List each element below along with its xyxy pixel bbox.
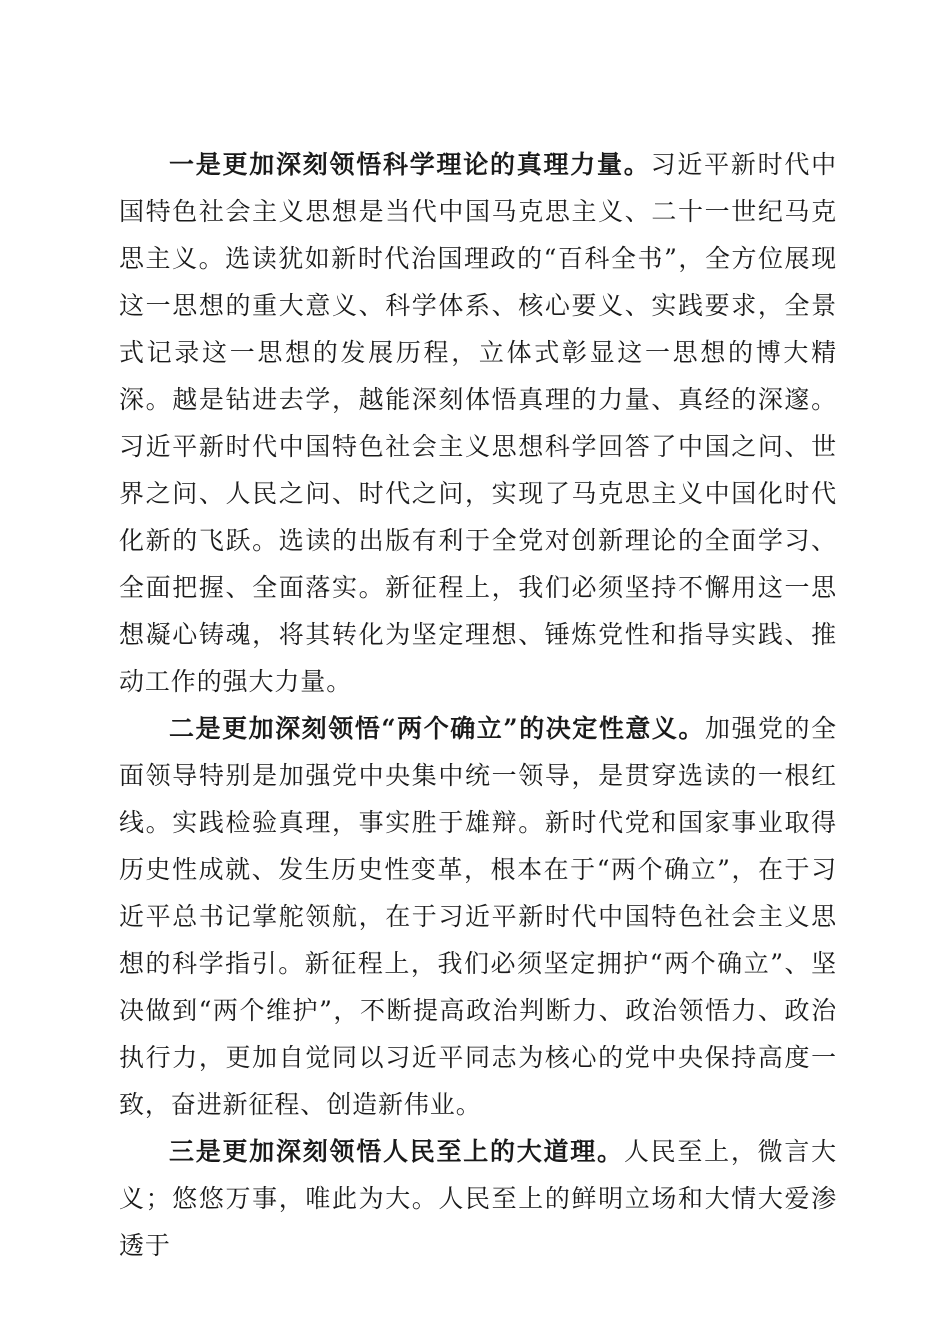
paragraph-2-heading: 二是更加深刻领悟“两个确立”的决定性意义。	[169, 714, 705, 743]
document-body	[119, 141, 837, 1269]
paragraph-1-text: 习近平新时代中国特色社会主义思想是当代中国马克思主义、二十一世纪马克思主义。选读犹如新时代治国理政的“百科全书”，全方位展现这一思想的重大意义、科学体系、核心要义、实践要求，全景式记录这一思想的发展历程，立体式彰显这一思想的博大精深。越是钻进去学，越能深刻体悟真理的力量、真经的深邃。习近平新时代中国特色社会主义思想科学回答了中国之问、世界之问、人民之问、时代之问，实现了马克思主义中国化时代化新的飞跃。选读的出版有利于全党对创新理论的全面学习、全面把握、全面落实。新征程上，我们必须坚持不懈用这一思想凝心铸魂，将其转化为坚定理想、锤炼党性和指导实践、推动工作的强大力量。	[119, 150, 837, 696]
paragraph-3	[119, 1128, 837, 1269]
paragraph-2-text: 加强党的全面领导特别是加强党中央集中统一领导，是贯穿选读的一根红线。实践检验真理，事实胜于雄辩。新时代党和国家事业取得历史性成就、发生历史性变革，根本在于“两个确立”，在于习近平总书记掌舵领航，在于习近平新时代中国特色社会主义思想的科学指引。新征程上，我们必须坚定拥护“两个确立”、坚决做到“两个维护”，不断提高政治判断力、政治领悟力、政治执行力，更加自觉同以习近平同志为核心的党中央保持高度一致，奋进新征程、创造新伟业。	[119, 714, 837, 1119]
paragraph-3-text: 人民至上，微言大义；悠悠万事，唯此为大。人民至上的鲜明立场和大情大爱渗透于	[119, 1137, 837, 1260]
paragraph-3-heading: 三是更加深刻领悟人民至上的大道理。	[169, 1137, 624, 1166]
paragraph-1-heading: 一是更加深刻领悟科学理论的真理力量。	[169, 150, 651, 179]
paragraph-1	[119, 141, 837, 705]
paragraph-2	[119, 705, 837, 1128]
